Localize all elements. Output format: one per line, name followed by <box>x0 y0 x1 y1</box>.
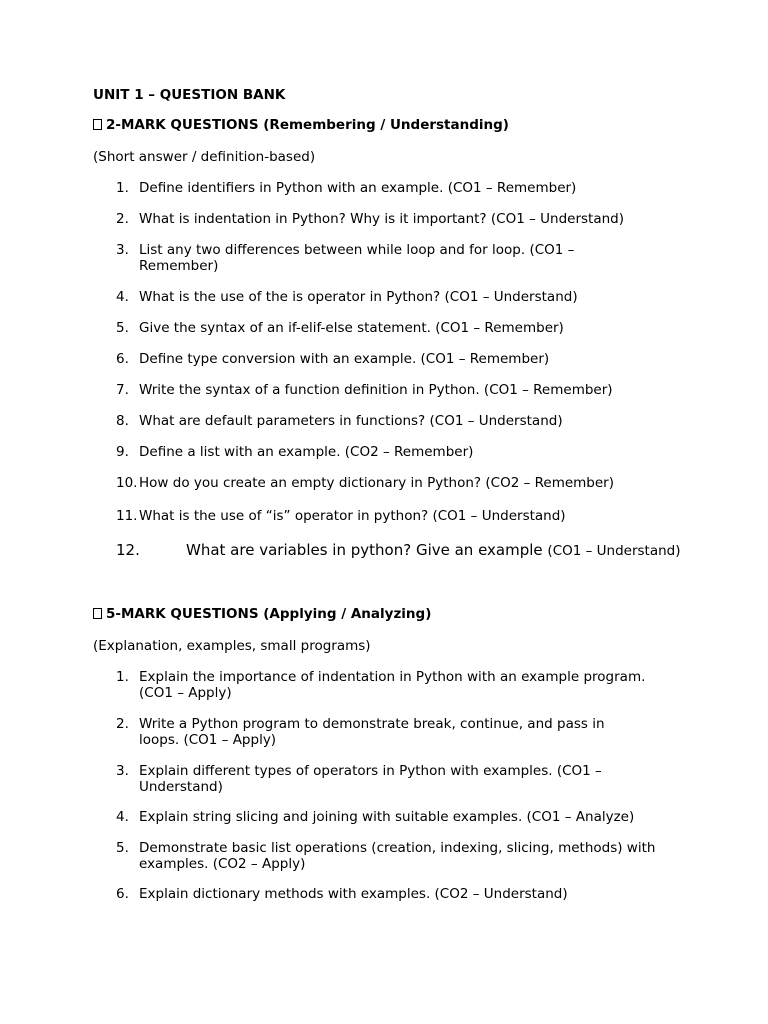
five-mark-heading-text: 5-MARK QUESTIONS (Applying / Analyzing) <box>106 606 432 622</box>
question-text: What is the use of the is operator in Python? (CO1 – Understand) <box>139 289 578 305</box>
list-item <box>116 763 636 795</box>
list-item <box>116 716 636 748</box>
question-number: 1. <box>116 669 129 685</box>
missing-glyph-icon <box>93 119 102 130</box>
question-number: 6. <box>116 351 129 367</box>
question-text: What are default parameters in functions? (CO1 – Understand) <box>139 413 563 429</box>
question-text: Explain different types of operators in Python with examples. (CO1 – Understand) <box>139 763 602 795</box>
list-item <box>116 351 676 367</box>
question-number: 9. <box>116 444 129 460</box>
five-mark-note: (Explanation, examples, small programs) <box>93 638 371 654</box>
five-mark-heading <box>93 606 431 622</box>
question-number: 8. <box>116 413 129 429</box>
two-mark-note: (Short answer / definition-based) <box>93 149 316 165</box>
question-text: Write a Python program to demonstrate break, continue, and pass in loops. (CO1 – Apply) <box>139 716 605 748</box>
question-number: 6. <box>116 886 129 902</box>
list-item <box>116 180 676 196</box>
list-item <box>116 444 676 460</box>
missing-glyph-icon <box>93 608 102 619</box>
list-item <box>116 508 676 524</box>
document-title: UNIT 1 – QUESTION BANK <box>93 87 286 103</box>
question-text: What is indentation in Python? Why is it important? (CO1 – Understand) <box>139 211 624 227</box>
list-item <box>116 809 676 825</box>
list-item <box>116 242 616 274</box>
list-item <box>116 413 676 429</box>
list-item <box>116 289 676 305</box>
question-text: How do you create an empty dictionary in Python? (CO2 – Remember) <box>139 475 614 491</box>
question-text: List any two differences between while loop and for loop. (CO1 – Remember) <box>139 242 575 274</box>
question-number: 5. <box>116 320 129 336</box>
question-number: 10. <box>116 475 138 491</box>
question-text: What is the use of “is” operator in python? (CO1 – Understand) <box>139 508 566 524</box>
question-number: 2. <box>116 211 129 227</box>
two-mark-heading-text: 2-MARK QUESTIONS (Remembering / Understanding) <box>106 117 509 133</box>
question-number: 2. <box>116 716 129 732</box>
question-number: 5. <box>116 840 129 856</box>
question-text: Explain string slicing and joining with suitable examples. (CO1 – Analyze) <box>139 809 635 825</box>
question-number: 4. <box>116 809 129 825</box>
question-text: Explain dictionary methods with examples. (CO2 – Understand) <box>139 886 568 902</box>
question-number: 1. <box>116 180 129 196</box>
list-item <box>116 541 681 559</box>
list-item <box>116 382 676 398</box>
list-item <box>116 320 676 336</box>
question-number: 3. <box>116 763 129 779</box>
question-text: Define identifiers in Python with an example. (CO1 – Remember) <box>139 180 577 196</box>
list-item <box>116 886 676 902</box>
question-number: 7. <box>116 382 129 398</box>
list-item <box>116 840 656 872</box>
question-text: Explain the importance of indentation in Python with an example program. (CO1 – Apply) <box>139 669 646 701</box>
two-mark-heading <box>93 117 509 133</box>
question-number: 3. <box>116 242 129 258</box>
question-text: Demonstrate basic list operations (creation, indexing, slicing, methods) with examples. (CO2 – Apply) <box>139 840 656 872</box>
question-text: Write the syntax of a function definition in Python. (CO1 – Remember) <box>139 382 613 398</box>
question-text: Give the syntax of an if-elif-else statement. (CO1 – Remember) <box>139 320 564 336</box>
question-text: Define type conversion with an example. (CO1 – Remember) <box>139 351 550 367</box>
list-item <box>116 475 676 491</box>
question-number: 4. <box>116 289 129 305</box>
course-outcome-tag: (CO1 – Understand) <box>547 543 681 559</box>
question-text: What are variables in python? Give an example <box>186 541 543 559</box>
question-number: 11. <box>116 508 138 524</box>
question-number: 12. <box>116 541 140 559</box>
list-item <box>116 669 676 701</box>
list-item <box>116 211 676 227</box>
question-text: Define a list with an example. (CO2 – Remember) <box>139 444 474 460</box>
